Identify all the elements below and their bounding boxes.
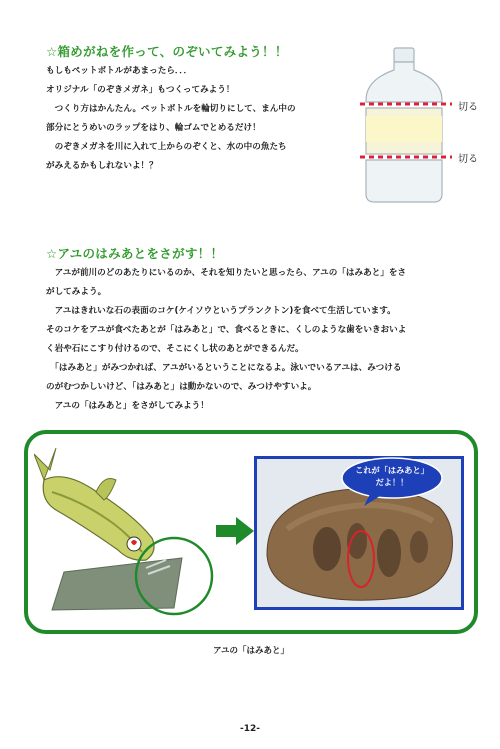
bubble-line-2: だよ！！ [375,477,409,487]
arrow-shape [216,517,254,545]
section2-heading: ☆アユのはみあとをさがす！！ [46,246,224,261]
ayu-fish-illustration [34,440,224,622]
section2-line: アユはきれいな石の表面のコケ(ケイソウというプランクトン)を食べて生活しています。 [46,306,396,316]
section1-line: がみえるかもしれないよ！？ [46,161,158,171]
section1-heading: ☆箱めがねを作って、のぞいてみよう！！ [46,44,288,59]
pet-bottle-illustration [360,42,490,214]
section1-line: オリジナル「のぞきメガネ」もつくってみよう！ [46,85,235,95]
page-number: -12- [240,724,260,734]
bubble-line-1: これが「はみあと」 [355,465,429,475]
bubble-text [344,464,440,488]
feeding-trace [377,529,401,577]
bottle-label-band [366,116,442,142]
section1-line: のぞきメガネを川に入れて上からのぞくと、水の中の魚たち [46,142,287,152]
section1-line: 部分にとうめいのラップをはり、輪ゴムでとめるだけ！ [46,123,261,133]
section2-line: アユが前川のどのあたりにいるのか、それを知りたいと思ったら、アユの「はみあと」をさ [46,268,407,278]
feeding-trace [410,531,428,563]
section2-line: がしてみよう。 [46,287,107,297]
section1-line: もしもペットボトルがあまったら．．． [46,66,193,76]
bottle-bottom [366,160,442,202]
right-arrow-icon [216,516,256,546]
section1-line: つくり方はかんたん。ペットボトルを輪切りにして、まん中の [46,104,296,114]
section2-body [46,264,476,416]
cut-label-top: 切る [458,102,478,113]
bottle-cap [394,48,414,62]
figure-caption: アユの「はみあと」 [212,646,290,656]
section2-line: そのコケをアユが食べたあとが「はみあと」で、食べるときに、くしのような歯をいきおいよ [46,325,407,335]
section2-line: く岩や石にこすり付けるので、そこにくし状のあとができるんだ。 [46,344,304,354]
feeding-trace [313,527,341,571]
cut-label-bottom: 切る [458,154,478,165]
section2-line: 「はみあと」がみつかれば、アユがいるということになるよ。泳いでいるアユは、みつける [46,363,402,373]
bottle-top [366,62,442,102]
stone-plate [52,558,182,610]
section1-body [46,62,346,176]
section2-line: のがむつかしいけど、「はみあと」は動かないので、みつけやすいよ。 [46,382,317,392]
fish-tail [34,448,56,480]
section2-line: アユの「はみあと」をさがしてみよう！ [46,401,209,411]
